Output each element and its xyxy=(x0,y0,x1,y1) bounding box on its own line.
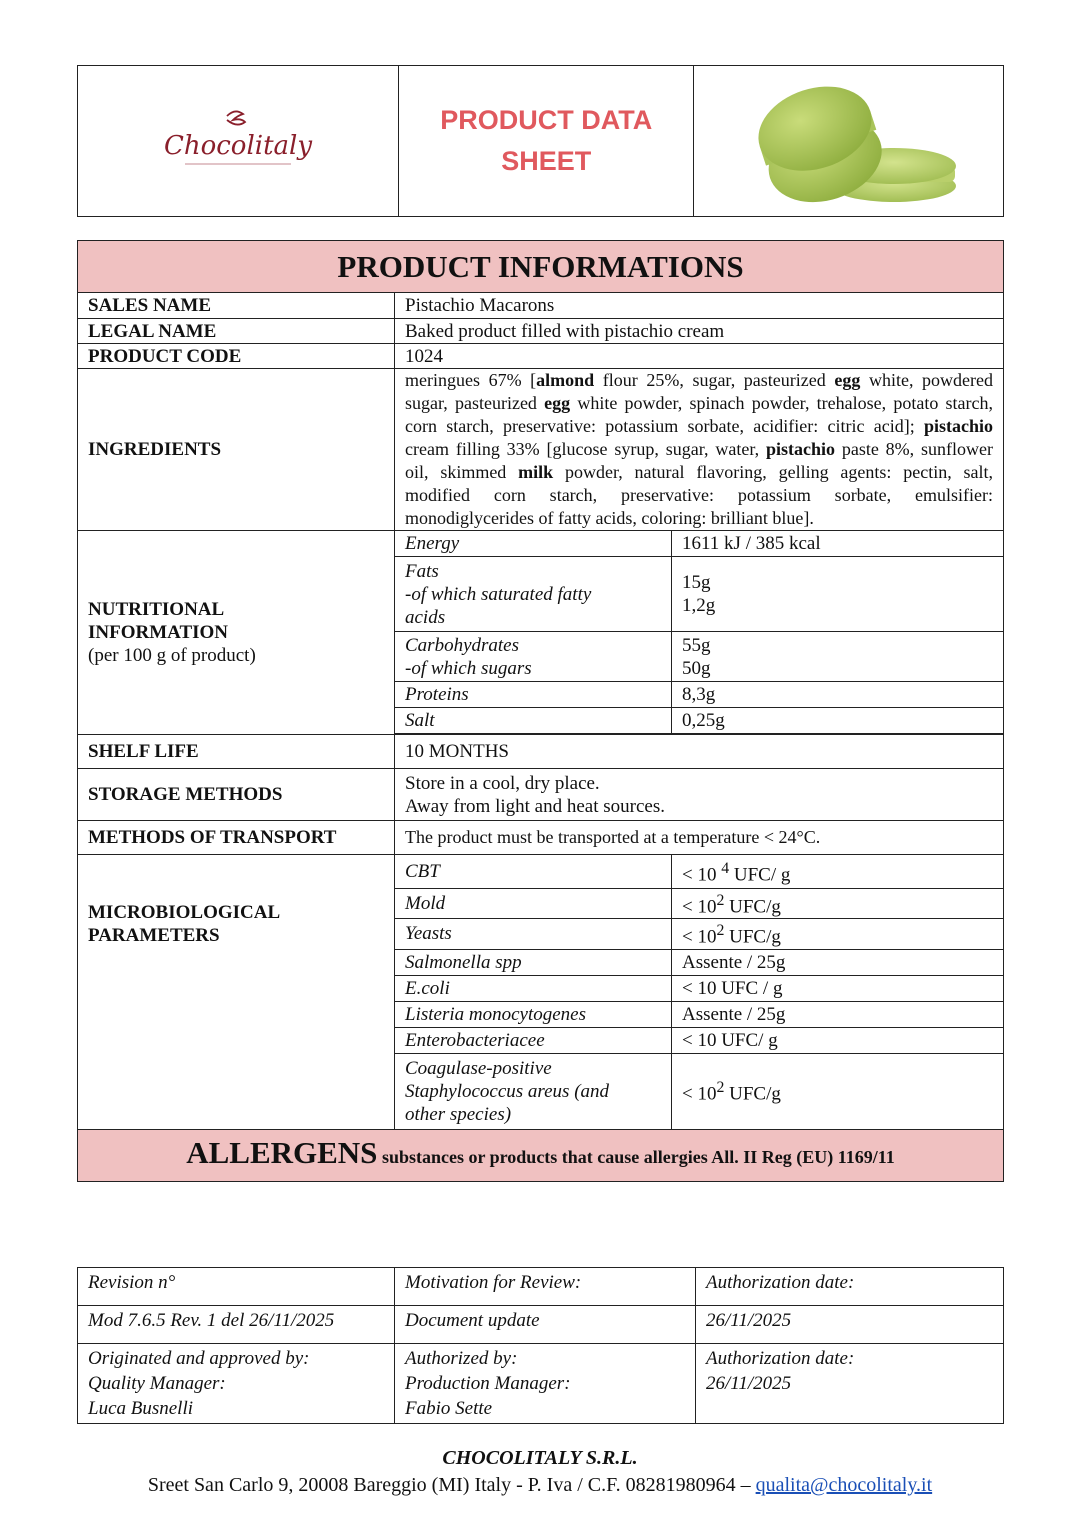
carbs-label xyxy=(395,632,672,682)
transport-label: METHODS OF TRANSPORT xyxy=(78,821,395,855)
ingredient-text: white powder, spinach powder, trehalose, potato starch, corn starch, preservative: potassium sorbate, acidifier: citric acid]; xyxy=(405,393,993,436)
cbt-value xyxy=(672,855,1004,889)
ingredient-text: cream filling 33% [glucose syrup, sugar, water, xyxy=(405,439,766,459)
ingredients-value xyxy=(395,369,1004,531)
fats-value: 15g xyxy=(682,572,711,593)
legal-name-value: Baked product filled with pistachio cream xyxy=(395,319,1004,344)
micro-label-line2: PARAMETERS xyxy=(88,925,220,946)
authorized-line3: Fabio Sette xyxy=(405,1398,493,1419)
nutrition-label xyxy=(78,531,395,735)
salmonella-label: Salmonella spp xyxy=(395,949,672,975)
staph-value-exp: 2 xyxy=(716,1079,725,1097)
cbt-label: CBT xyxy=(395,855,672,889)
entero-label: Enterobacteriacee xyxy=(395,1027,672,1053)
doc-title-line2: SHEET xyxy=(501,146,592,176)
ingredient-allergen: milk xyxy=(518,462,554,482)
storage-label: STORAGE METHODS xyxy=(78,769,395,821)
yeasts-value-b: UFC/g xyxy=(724,926,781,948)
header-table xyxy=(77,65,1004,217)
revision-header: Revision n° xyxy=(78,1268,395,1306)
authorization-date-value: 26/11/2025 xyxy=(696,1306,1004,1344)
yeasts-value-exp: 2 xyxy=(716,922,725,940)
storage-line1: Store in a cool, dry place. xyxy=(405,772,600,794)
saturated-label-line1: -of which saturated fatty xyxy=(405,583,592,605)
ecoli-label: E.coli xyxy=(395,975,672,1001)
ingredient-allergen: egg xyxy=(544,393,571,413)
title-cell xyxy=(399,66,694,217)
sugars-label: -of which sugars xyxy=(405,657,532,679)
yeasts-label: Yeasts xyxy=(395,919,672,949)
mold-value xyxy=(672,889,1004,919)
nutrition-label-line3: (per 100 g of product) xyxy=(88,645,256,666)
email-link[interactable]: qualita@chocolitaly.it xyxy=(755,1474,933,1496)
salmonella-value: Assente / 25g xyxy=(672,949,1004,975)
ingredient-allergen: egg xyxy=(834,370,861,390)
fats-values xyxy=(672,557,1004,632)
cbt-value-exp: 4 xyxy=(721,859,730,877)
staph-label-line3: other species) xyxy=(405,1103,512,1125)
sales-name-value: Pistachio Macarons xyxy=(395,293,1004,319)
address-text: Sreet San Carlo 9, 20008 Bareggio (MI) Italy - P. Iva / C.F. 08281980964 – xyxy=(147,1474,756,1496)
mold-value-a: < 10 xyxy=(682,896,717,918)
staph-label xyxy=(395,1053,672,1129)
ingredient-text: flour 25%, sugar, pasteurized xyxy=(594,370,835,390)
auth-date-line2: 26/11/2025 xyxy=(706,1373,792,1394)
energy-label: Energy xyxy=(395,531,672,557)
proteins-label: Proteins xyxy=(395,682,672,708)
nutrition-label-line2: INFORMATION xyxy=(88,622,229,643)
motivation-value: Document update xyxy=(395,1306,696,1344)
product-image-cell xyxy=(694,66,1004,217)
proteins-value: 8,3g xyxy=(672,682,1004,708)
footer xyxy=(0,1447,1080,1497)
fats-label xyxy=(395,557,672,632)
micro-label xyxy=(78,855,395,1130)
ecoli-value: < 10 UFC / g xyxy=(672,975,1004,1001)
saturated-label-line2: acids xyxy=(405,606,446,628)
salt-label: Salt xyxy=(395,708,672,734)
revision-value: Mod 7.6.5 Rev. 1 del 26/11/2025 xyxy=(78,1306,395,1344)
company-name: CHOCOLITALY S.R.L. xyxy=(442,1447,638,1469)
ingredient-allergen: almond xyxy=(536,370,595,390)
product-code-label: PRODUCT CODE xyxy=(78,344,395,369)
allergens-banner xyxy=(78,1129,1004,1181)
staph-label-line2: Staphylococcus areus (and xyxy=(405,1080,610,1102)
logo-cell xyxy=(78,66,399,217)
ingredient-text: paste 8%, sunflower oil, skimmed xyxy=(405,439,993,482)
yeasts-value xyxy=(672,919,1004,949)
authorized-by-cell xyxy=(395,1344,696,1424)
product-info-table xyxy=(77,240,1004,1182)
authorized-line2: Production Manager: xyxy=(405,1373,571,1394)
salt-value: 0,25g xyxy=(672,708,1004,734)
mold-value-exp: 2 xyxy=(716,892,725,909)
doc-title-line1: PRODUCT DATA xyxy=(440,105,653,135)
authorized-line1: Authorized by: xyxy=(405,1348,518,1369)
auth-date-line1: Authorization date: xyxy=(706,1348,855,1369)
svg-text:Chocolitaly: Chocolitaly xyxy=(164,130,313,161)
originated-line2: Quality Manager: xyxy=(88,1373,226,1394)
originated-line3: Luca Busnelli xyxy=(88,1398,194,1419)
product-code-value: 1024 xyxy=(395,344,1004,369)
shelf-life-label: SHELF LIFE xyxy=(78,735,395,769)
legal-name-label: LEGAL NAME xyxy=(78,319,395,344)
storage-line2: Away from light and heat sources. xyxy=(405,795,665,817)
fats-label-text: Fats xyxy=(405,560,439,582)
mold-value-b: UFC/g xyxy=(724,896,781,918)
listeria-value: Assente / 25g xyxy=(672,1001,1004,1027)
ingredient-allergen: pistachio xyxy=(923,416,993,436)
ingredient-text: white, powdered sugar, pasteurized xyxy=(405,370,994,413)
nutrition-label-line1: NUTRITIONAL xyxy=(88,599,225,620)
carbs-label-text: Carbohydrates xyxy=(405,634,519,656)
macaron-image xyxy=(729,66,969,211)
micro-label-line1: MICROBIOLOGICAL xyxy=(88,902,281,923)
ingredients-label: INGREDIENTS xyxy=(78,369,395,531)
sugars-value: 50g xyxy=(682,657,711,679)
staph-value-a: < 10 xyxy=(682,1083,717,1105)
revision-table xyxy=(77,1267,1004,1424)
chocolitaly-logo xyxy=(163,104,313,174)
staph-value xyxy=(672,1053,1004,1129)
company-address xyxy=(0,1474,1080,1497)
saturated-value: 1,2g xyxy=(682,595,716,616)
authorization-date-header: Authorization date: xyxy=(696,1268,1004,1306)
carbs-values xyxy=(672,632,1004,682)
cbt-value-a: < 10 xyxy=(682,864,722,886)
yeasts-value-a: < 10 xyxy=(682,926,717,948)
cbt-value-b: UFC/ g xyxy=(729,864,791,886)
ingredient-text: meringues 67% [ xyxy=(405,370,537,390)
energy-value: 1611 kJ / 385 kcal xyxy=(672,531,1004,557)
carbs-value: 55g xyxy=(682,634,711,656)
allergens-title: ALLERGENS xyxy=(186,1135,378,1171)
staph-value-b: UFC/g xyxy=(724,1083,781,1105)
mold-label: Mold xyxy=(395,889,672,919)
entero-value: < 10 UFC/ g xyxy=(672,1027,1004,1053)
originated-by-cell xyxy=(78,1344,395,1424)
transport-value: The product must be transported at a temperature < 24°C. xyxy=(395,821,1004,855)
shelf-life-value: 10 MONTHS xyxy=(395,735,1004,769)
sales-name-label: SALES NAME xyxy=(78,293,395,319)
authorization-date-cell xyxy=(696,1344,1004,1424)
ingredient-allergen: pistachio xyxy=(765,439,835,459)
motivation-header: Motivation for Review: xyxy=(395,1268,696,1306)
originated-line1: Originated and approved by: xyxy=(88,1348,310,1369)
staph-label-line1: Coagulase-positive xyxy=(405,1057,552,1079)
storage-value xyxy=(395,769,1004,821)
product-info-banner: PRODUCT INFORMATIONS xyxy=(78,241,1004,293)
listeria-label: Listeria monocytogenes xyxy=(395,1001,672,1027)
allergens-subtitle: substances or products that cause allergies All. II Reg (EU) 1169/11 xyxy=(377,1147,895,1168)
ingredient-text: powder, natural flavoring, gelling agents: pectin, salt, modified corn starch, preservative: potassium sorbate, emulsifier: monodiglycerides of fatty acids, coloring: brilliant blue]. xyxy=(405,462,993,528)
